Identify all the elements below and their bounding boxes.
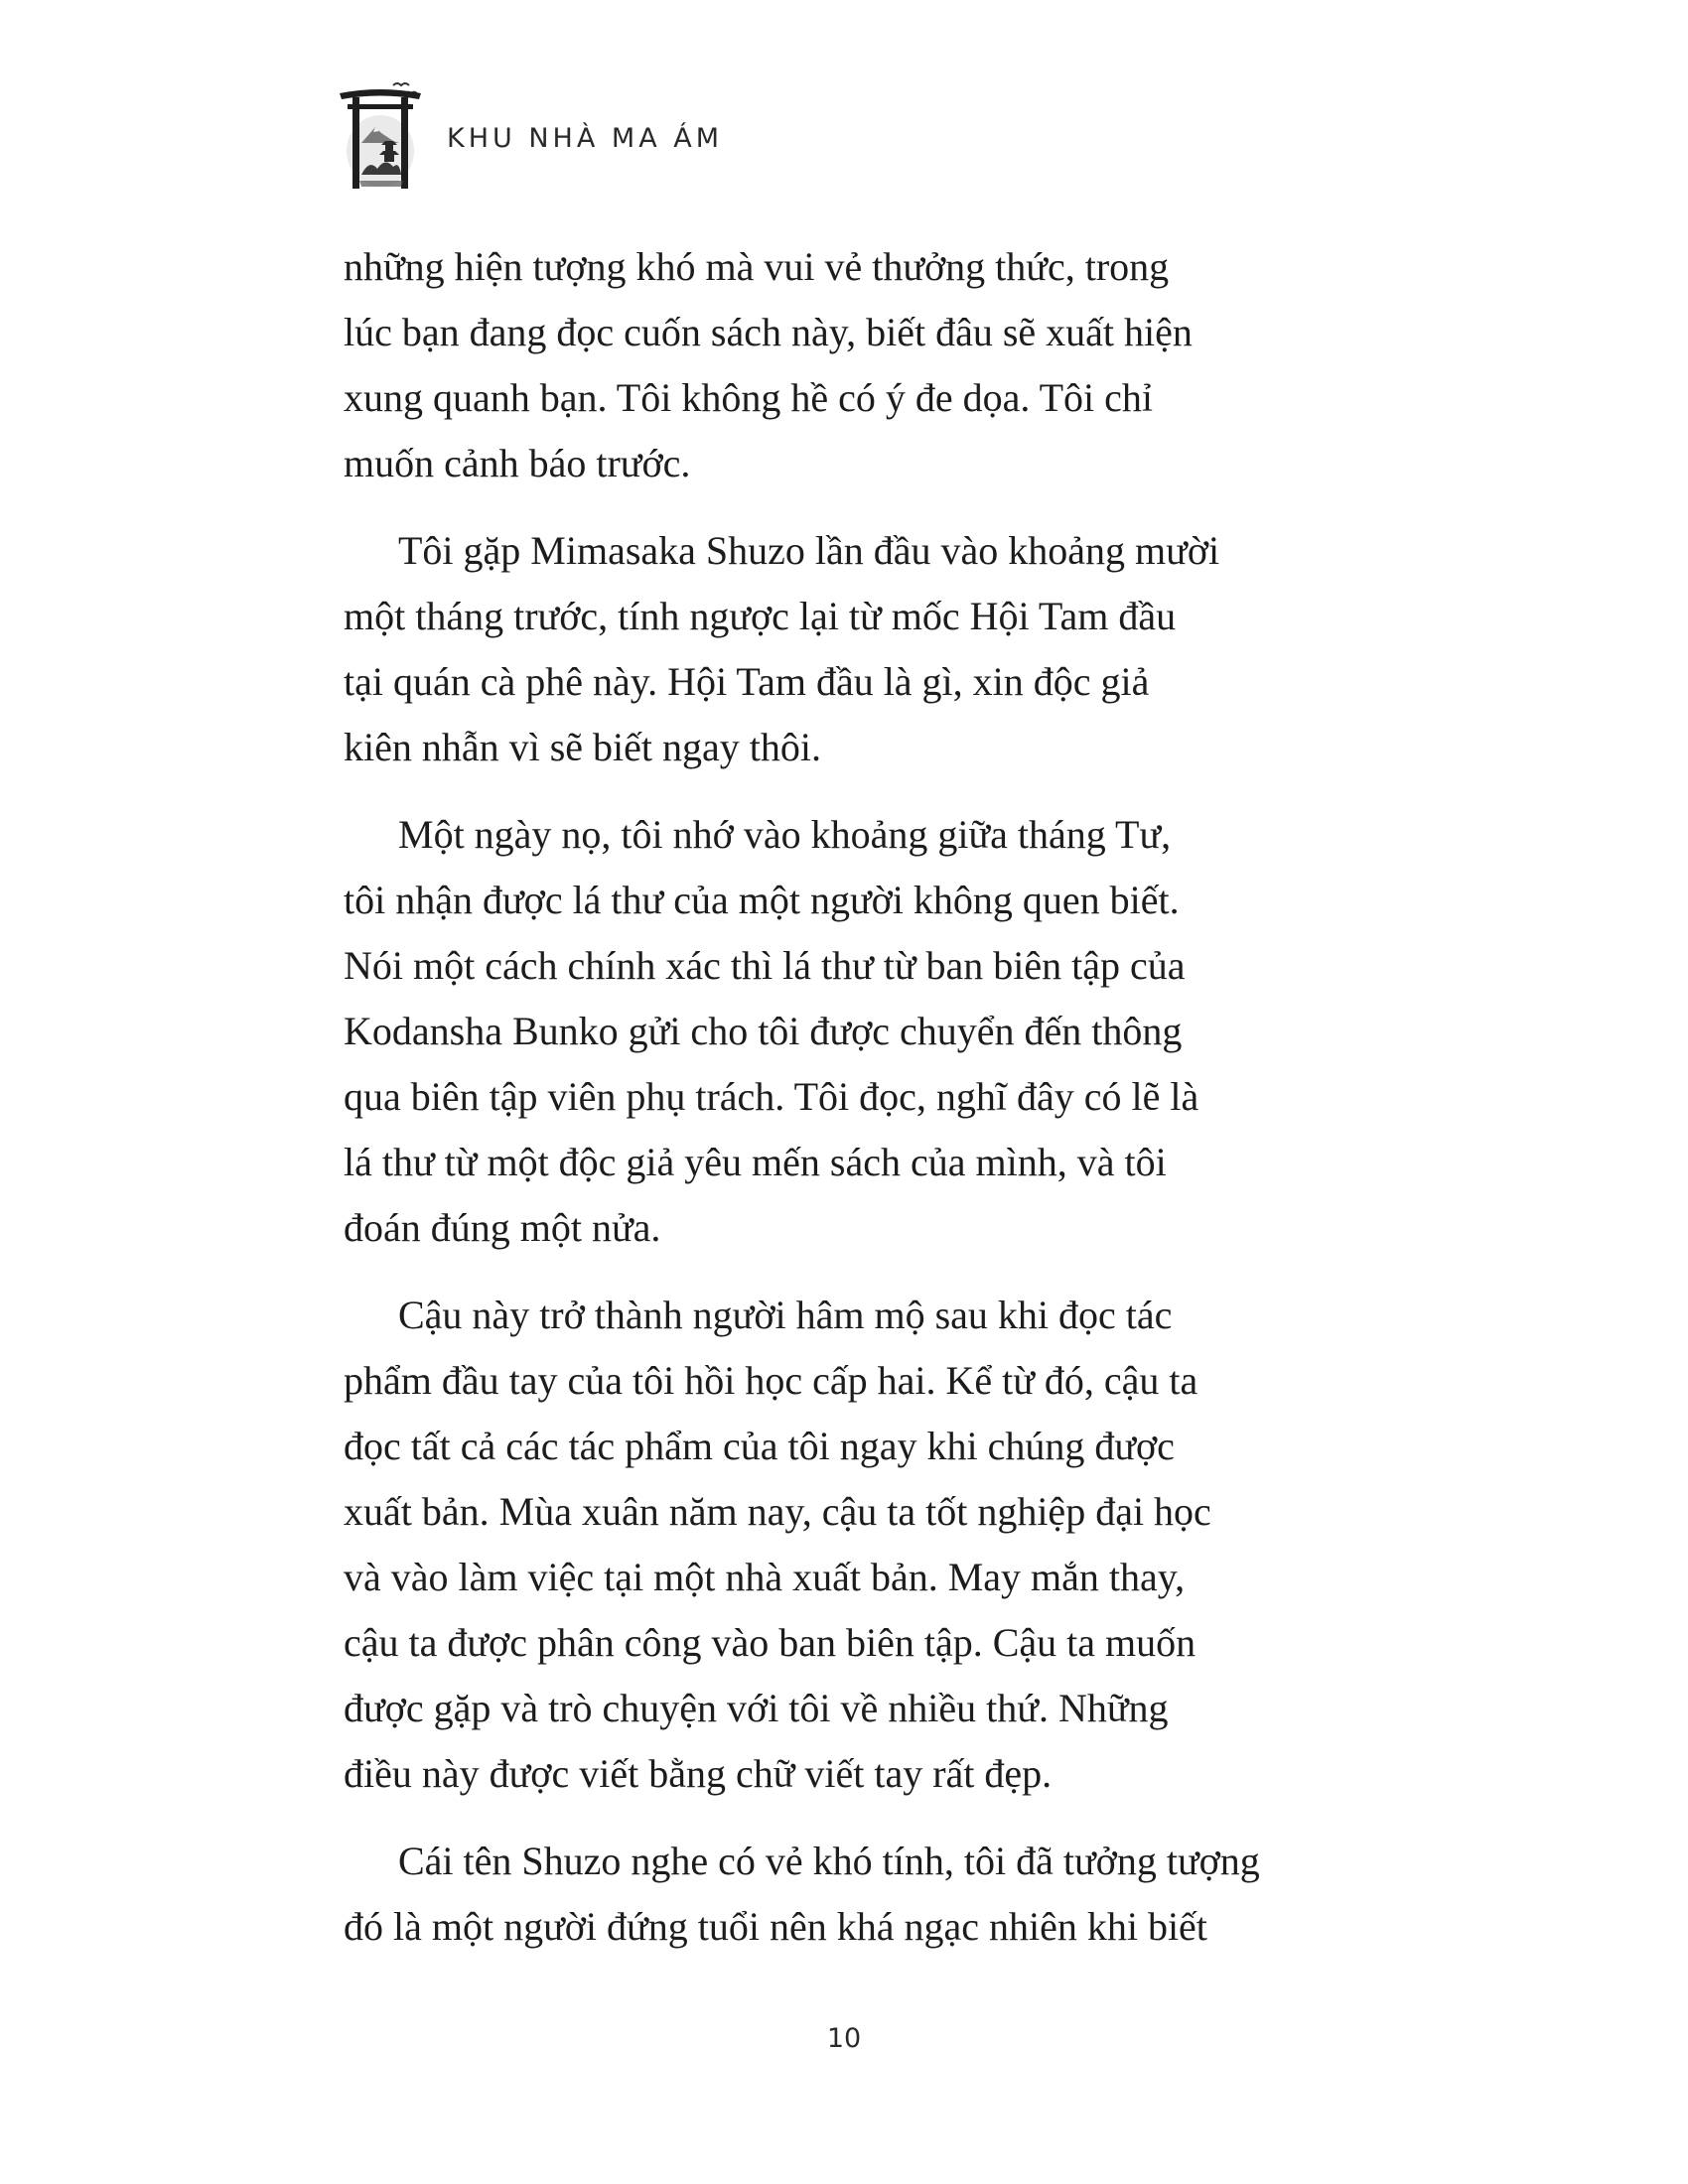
text-line: tại quán cà phê này. Hội Tam đầu là gì, xin độc giả (344, 659, 1150, 704)
running-title: KHU NHÀ MA ÁM (447, 122, 724, 154)
paragraph (344, 1283, 1305, 1807)
text-line: Nói một cách chính xác thì lá thư từ ban biên tập của (344, 943, 1186, 988)
text-line: lá thư từ một độc giả yêu mến sách của mình, và tôi (344, 1140, 1167, 1184)
text-line: những hiện tượng khó mà vui vẻ thưởng thức, trong (344, 244, 1170, 289)
running-header (336, 68, 723, 197)
text-line: Kodansha Bunko gửi cho tôi được chuyển đến thông (344, 1009, 1183, 1053)
text-line: điều này được viết bằng chữ viết tay rất đẹp. (344, 1751, 1053, 1796)
torii-gate-icon (336, 71, 425, 193)
text-line: lúc bạn đang đọc cuốn sách này, biết đâu sẽ xuất hiện (344, 310, 1193, 354)
paragraph (344, 518, 1305, 780)
text-line: đoán đúng một nửa. (344, 1205, 661, 1250)
text-line: được gặp và trò chuyện với tôi về nhiều thứ. Những (344, 1686, 1169, 1730)
paragraph (344, 802, 1305, 1261)
text-line: muốn cảnh báo trước. (344, 441, 691, 485)
text-line: đó là một người đứng tuổi nên khá ngạc nhiên khi biết (344, 1904, 1207, 1949)
text-line: một tháng trước, tính ngược lại từ mốc Hội Tam đầu (344, 594, 1177, 638)
paragraph (344, 1829, 1305, 1960)
body-text (344, 234, 1305, 1981)
text-line: xung quanh bạn. Tôi không hề có ý đe dọa. Tôi chỉ (344, 375, 1154, 420)
page-number: 10 (826, 2023, 862, 2054)
text-line: phẩm đầu tay của tôi hồi học cấp hai. Kể từ đó, cậu ta (344, 1358, 1198, 1403)
text-line: Tôi gặp Mimasaka Shuzo lần đầu vào khoảng mười (398, 528, 1220, 573)
text-line: tôi nhận được lá thư của một người không quen biết. (344, 878, 1180, 922)
text-line: cậu ta được phân công vào ban biên tập. Cậu ta muốn (344, 1620, 1196, 1665)
text-line: kiên nhẫn vì sẽ biết ngay thôi. (344, 725, 822, 769)
text-line: Một ngày nọ, tôi nhớ vào khoảng giữa tháng Tư, (398, 812, 1172, 857)
text-line: xuất bản. Mùa xuân năm nay, cậu ta tốt nghiệp đại học (344, 1489, 1211, 1534)
text-line: Cậu này trở thành người hâm mộ sau khi đọc tác (398, 1293, 1173, 1337)
text-line: và vào làm việc tại một nhà xuất bản. May mắn thay, (344, 1555, 1186, 1599)
text-line: Cái tên Shuzo nghe có vẻ khó tính, tôi đã tưởng tượng (398, 1839, 1260, 1883)
text-line: đọc tất cả các tác phẩm của tôi ngay khi chúng được (344, 1424, 1175, 1468)
text-line: qua biên tập viên phụ trách. Tôi đọc, nghĩ đây có lẽ là (344, 1074, 1199, 1119)
paragraph (344, 234, 1305, 496)
